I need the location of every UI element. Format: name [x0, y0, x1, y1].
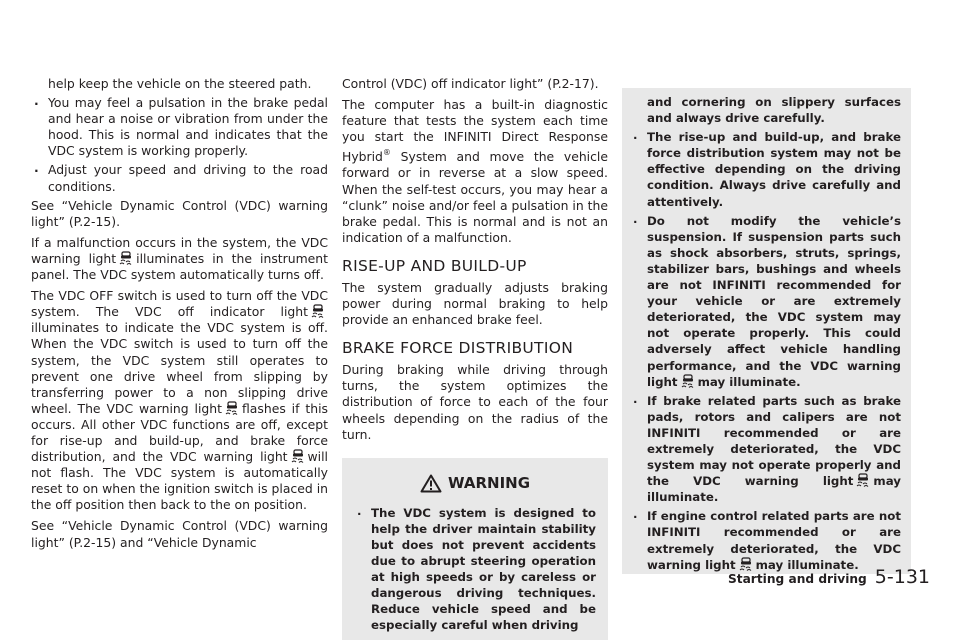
- vdc-off-indicator-icon: [310, 304, 326, 318]
- warning-box: [342, 458, 608, 640]
- list-item: . If engine control related parts are not INFINITI recommended or are extremely deteriorated, the VDC warning light may illuminate.: [630, 508, 901, 572]
- list-item: . Adjust your speed and driving to the road conditions.: [31, 162, 328, 194]
- vdc-warning-light-icon: [680, 374, 696, 388]
- page-footer: [728, 566, 930, 588]
- paragraph: The computer has a built-in diagnostic feature that tests the system each time you start the INFINITI Direct Response Hybrid® System and move the vehicle forward or in reverse at a slow speed. When the self-test occurs, you may hear a “clunk” noise and/or feel a pulsation in the brake pedal. This is normal and is not an indication of a malfunction.: [342, 97, 608, 245]
- warning-triangle-icon: [420, 474, 442, 493]
- column-middle: [342, 76, 608, 640]
- warning-header: WARNING: [354, 474, 596, 493]
- page-number: 5-131: [874, 566, 930, 588]
- paragraph: and cornering on slippery surfaces and always drive carefully.: [647, 95, 901, 126]
- paragraph: Control (VDC) off indicator light” (P.2-17).: [342, 76, 599, 91]
- vdc-warning-light-icon: [224, 401, 240, 415]
- list-item: . Do not modify the vehicle’s suspension. If suspension parts such as shock absorbers, struts, springs, stabilizer bars, bushings and wheels are not INFINITI recommended for your vehicle or are extremely deteriorated, the VDC system may not operate properly. This could adversely affect vehicle handling performance, and the VDC warning light may illuminate.: [630, 213, 901, 390]
- column-left: [31, 76, 328, 556]
- paragraph: See “Vehicle Dynamic Control (VDC) warning light” (P.2-15) and “Vehicle Dynamic: [31, 518, 328, 550]
- paragraph: help keep the vehicle on the steered path.: [48, 76, 312, 91]
- paragraph: If a malfunction occurs in the system, the VDC warning light illuminates in the instrument panel. The VDC system automatically turns off.: [31, 234, 328, 283]
- paragraph: The VDC OFF switch is used to turn off the VDC system. The VDC off indicator lightilluminates to indicate the VDC system is off. When the VDC switch is used to turn off the system, the VDC system still operates to prevent one drive wheel from slipping by transferring power to a non slipping drive wheel. The VDC warning light flashes if this occurs. All other VDC functions are off, except for rise-up and build-up, and brake force distribution, and the VDC warning light will not flash. The VDC system is automatically reset to on when the ignition switch is placed in the off position then back to the on position.: [31, 288, 328, 513]
- paragraph: During braking while driving through turns, the system optimizes the distribution of force to each of the four wheels depending on the radius of the turn.: [342, 362, 608, 442]
- column-right-warning: [622, 88, 911, 574]
- list-item: . You may feel a pulsation in the brake pedal and hear a noise or vibration from under the hood. This is normal and indicates that the VDC system is working properly.: [31, 95, 328, 159]
- section-heading: RISE-UP AND BUILD-UP: [342, 256, 527, 275]
- list-item: . The VDC system is designed to help the driver maintain stability but does not prevent accidents due to abrupt steering operation at high speeds or by careless or dangerous driving techniques. Reduce vehicle speed and be especially careful when driving: [354, 505, 596, 634]
- vdc-warning-light-icon: [290, 449, 306, 463]
- list-item: . If brake related parts such as brake pads, rotors and calipers are not INFINITI recommended or are extremely deteriorated, the VDC system may not operate properly and the VDC warning light may illuminate.: [630, 393, 901, 506]
- section-name: Starting and driving: [727, 572, 867, 586]
- paragraph: The system gradually adjusts braking power during normal braking to help provide an enhanced brake feel.: [342, 279, 608, 328]
- vdc-warning-light-icon: [118, 251, 134, 265]
- list-item: . The rise-up and build-up, and brake force distribution system may not be effective depending on the driving condition. Always drive carefully and attentively.: [630, 129, 901, 209]
- section-heading: BRAKE FORCE DISTRIBUTION: [342, 339, 574, 358]
- paragraph: See “Vehicle Dynamic Control (VDC) warning light” (P.2-15).: [31, 197, 328, 229]
- vdc-warning-light-icon: [855, 473, 871, 487]
